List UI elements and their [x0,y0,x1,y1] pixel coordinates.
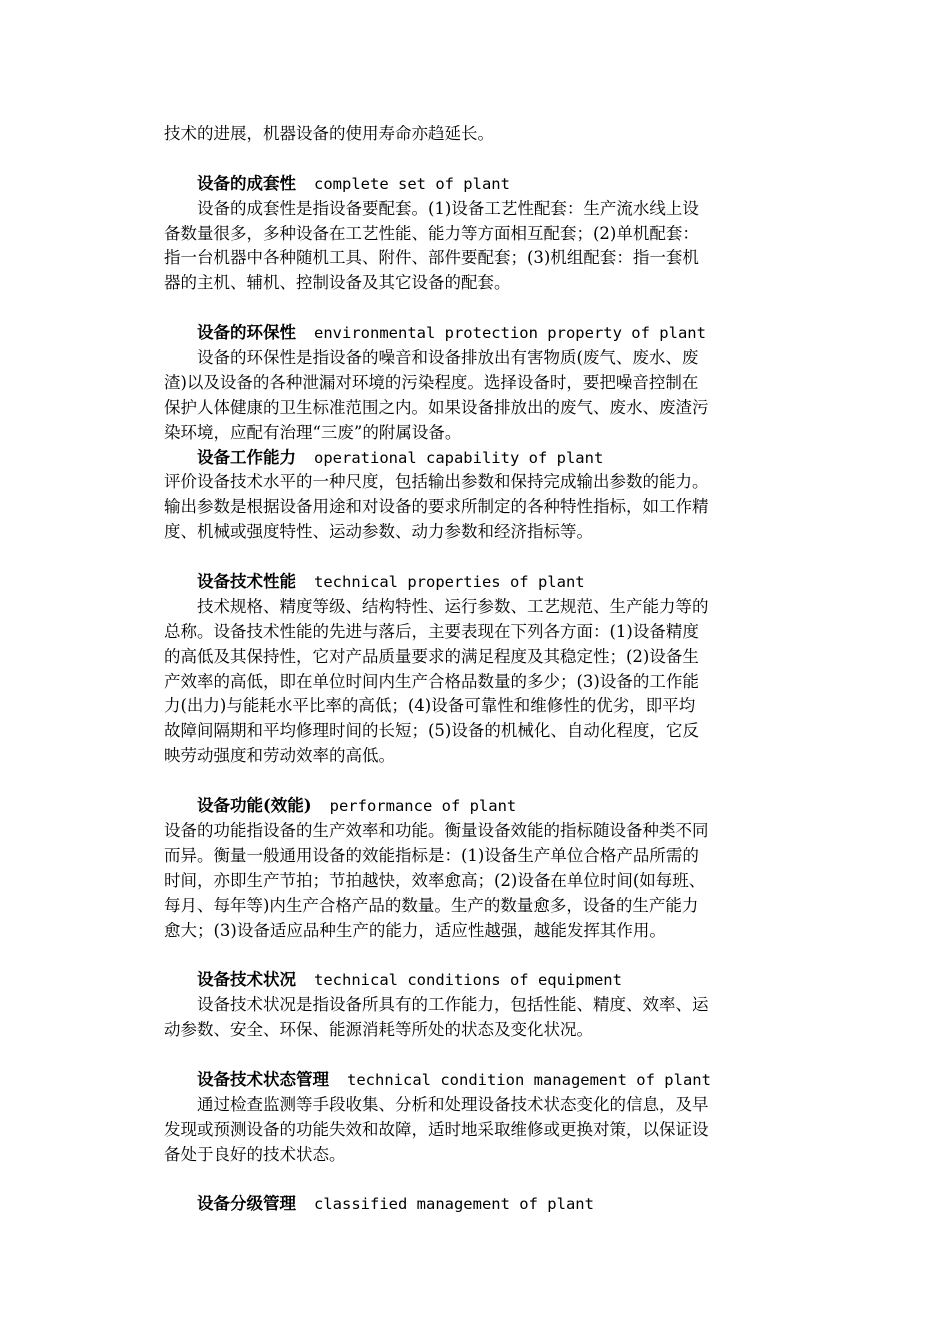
term-english: performance of plant [329,797,517,816]
paragraph-line: 每月、每年等)内生产合格产品的数量。生产的数量愈多，设备的生产能力 [164,895,699,915]
term-english: technical properties of plant [314,573,585,592]
paragraph-line: 总称。设备技术性能的先进与落后，主要表现在下列各方面：(1)设备精度 [164,621,699,641]
paragraph-line: 评价设备技术水平的一种尺度，包括输出参数和保持完成输出参数的能力。 [164,472,709,492]
blank-line [164,1043,800,1068]
term-heading [164,1192,800,1217]
paragraph-line: 输出参数是根据设备用途和对设备的要求所制定的各种特性指标，如工作精 [164,497,709,517]
paragraph-line: 映劳动强度和劳动效率的高低。 [164,746,395,766]
paragraph-line: 故障间隔期和平均修理时间的长短；(5)设备的机械化、自动化程度，它反 [164,721,699,741]
term-heading [164,794,800,819]
term-chinese: 设备功能(效能) [197,796,312,816]
term-english: technical conditions of equipment [314,971,622,990]
term-heading [164,172,800,197]
paragraph-first-line: 设备技术状况是指设备所具有的工作能力，包括性能、精度、效率、运 [197,995,709,1015]
paragraph-line: 技术的进展，机器设备的使用寿命亦趋延长。 [164,124,494,143]
paragraph-line: 渣)以及设备的各种泄漏对环境的污染程度。选择设备时，要把噪音控制在 [164,372,699,392]
paragraph-first-line: 设备的成套性是指设备要配套。(1)设备工艺性配套：生产流水线上设 [197,198,699,218]
term-chinese: 设备技术性能 [197,572,296,592]
blank-line [164,147,800,172]
blank-line [164,769,800,794]
term-heading [164,321,800,346]
paragraph-line: 力(出力)与能耗水平比率的高低；(4)设备可靠性和维修性的优劣，即平均 [164,696,696,716]
term-chinese: 设备分级管理 [197,1194,296,1214]
term-english: complete set of plant [314,174,510,193]
term-chinese: 设备工作能力 [197,447,296,467]
term-heading [164,968,800,993]
paragraph-line: 染环境，应配有治理“三废”的附属设备。 [164,422,462,442]
paragraph-line: 的高低及其保持性，它对产品质量要求的满足程度及其稳定性；(2)设备生 [164,646,699,666]
term-chinese: 设备技术状况 [197,970,296,990]
paragraph-line: 愈大；(3)设备适应品种生产的能力，适应性越强，越能发挥其作用。 [164,920,666,940]
paragraph-line: 保护人体健康的卫生标准范围之内。如果设备排放出的废气、废水、废渣污 [164,397,709,417]
paragraph-first-line: 技术规格、精度等级、结构特性、运行参数、工艺规范、生产能力等的 [197,596,709,616]
term-english: operational capability of plant [314,448,604,467]
term-heading [164,1068,800,1093]
paragraph-line: 时间，亦即生产节拍；节拍越快，效率愈高；(2)设备在单位时间(如每班、 [164,870,706,890]
paragraph-line: 器的主机、辅机、控制设备及其它设备的配套。 [164,273,511,293]
term-chinese: 设备的环保性 [197,323,296,343]
paragraph-line: 产效率的高低，即在单位时间内生产合格品数量的多少；(3)设备的工作能 [164,671,699,691]
blank-line [164,296,800,321]
term-chinese: 设备的成套性 [197,173,296,193]
paragraph-line: 而异。衡量一般通用设备的效能指标是：(1)设备生产单位合格产品所需的 [164,845,699,865]
term-english: classified management of plant [314,1195,594,1214]
paragraph-first-line: 设备的环保性是指设备的噪音和设备排放出有害物质(废气、废水、废 [197,348,699,368]
term-heading [164,570,800,595]
paragraph-line: 动参数、安全、环保、能源消耗等所处的状态及变化状况。 [164,1020,593,1040]
paragraph-line: 指一台机器中各种随机工具、附件、部件要配套；(3)机组配套：指一套机 [164,248,699,268]
paragraph-line: 发现或预测设备的功能失效和故障，适时地采取维修或更换对策，以保证设 [164,1119,709,1139]
blank-line [164,545,800,570]
paragraph-line: 度、机械或强度特性、运动参数、动力参数和经济指标等。 [164,522,593,542]
blank-line [164,1167,800,1192]
blank-line [164,943,800,968]
paragraph-line: 备处于良好的技术状态。 [164,1144,346,1164]
document-page [164,122,800,1217]
paragraph-line: 设备的功能指设备的生产效率和功能。衡量设备效能的指标随设备种类不同 [164,820,709,840]
term-english: environmental protection property of plant [314,324,706,343]
term-chinese: 设备技术状态管理 [197,1069,329,1089]
paragraph-line: 备数量很多，多种设备在工艺性能、能力等方面相互配套；(2)单机配套： [164,223,699,243]
paragraph-first-line: 通过检查监测等手段收集、分析和处理设备技术状态变化的信息，及早 [197,1094,709,1114]
term-english: technical condition management of plant [347,1070,711,1089]
term-heading [164,446,800,471]
